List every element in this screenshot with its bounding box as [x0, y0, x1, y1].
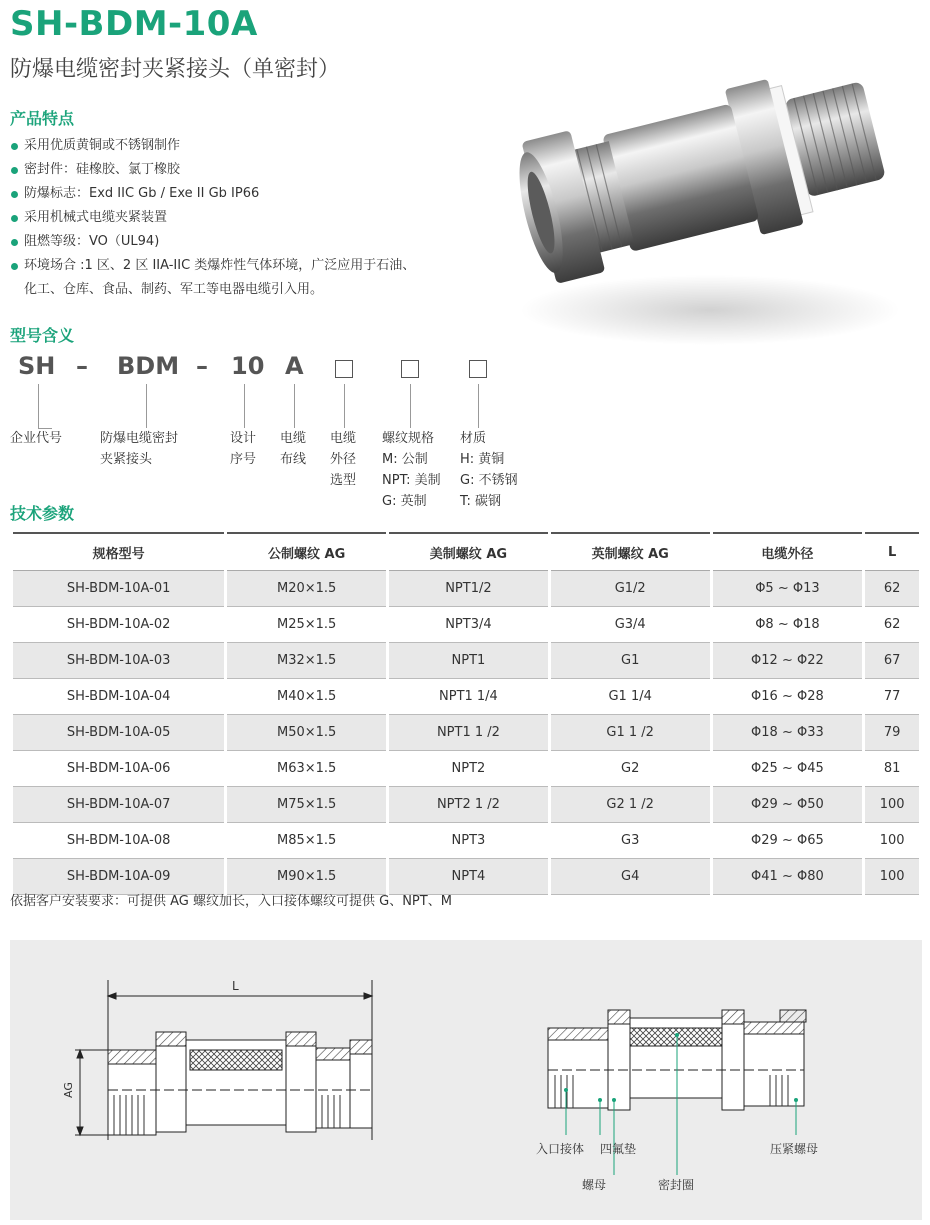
column-header: L: [865, 532, 919, 571]
table-cell: Φ18 ~ Φ33: [713, 715, 863, 751]
callout-ptfe-washer: 四氟垫: [600, 1142, 637, 1156]
table-row: [13, 715, 919, 751]
callout-compression-nut: 压紧螺母: [770, 1142, 819, 1156]
table-cell: M40×1.5: [227, 679, 386, 715]
table-cell: Φ29 ~ Φ50: [713, 787, 863, 823]
table-cell: Φ29 ~ Φ65: [713, 823, 863, 859]
label-company: 企业代号: [10, 431, 63, 446]
table-cell: SH-BDM-10A-06: [13, 751, 224, 787]
model-code-dash: –: [76, 352, 88, 380]
table-cell: Φ16 ~ Φ28: [713, 679, 863, 715]
spec-heading: 技术参数: [10, 504, 75, 523]
table-cell: M85×1.5: [227, 823, 386, 859]
table-row: [13, 643, 919, 679]
table-cell: NPT3/4: [389, 607, 548, 643]
feature-item: 防爆标志：Exd IIC Gb / Exe II Gb IP66: [10, 182, 470, 206]
spec-table-body: [13, 571, 919, 895]
table-cell: NPT1: [389, 643, 548, 679]
table-cell: Φ41 ~ Φ80: [713, 859, 863, 895]
table-cell: NPT2 1 /2: [389, 787, 548, 823]
table-cell: NPT4: [389, 859, 548, 895]
table-cell: NPT1 1 /2: [389, 715, 548, 751]
table-cell: G3/4: [551, 607, 710, 643]
table-cell: G2 1 /2: [551, 787, 710, 823]
spec-table: [10, 532, 922, 895]
model-code-cable-box: [335, 360, 353, 378]
leader-line: [294, 384, 295, 428]
table-cell: 81: [865, 751, 919, 787]
callout-nut: 螺母: [582, 1178, 607, 1192]
table-cell: M25×1.5: [227, 607, 386, 643]
product-photo: [510, 55, 920, 355]
feature-item: 密封件：硅橡胶、氯丁橡胶: [10, 158, 470, 182]
leader-line: [244, 384, 245, 428]
table-cell: SH-BDM-10A-03: [13, 643, 224, 679]
table-cell: Φ8 ~ Φ18: [713, 607, 863, 643]
spec-note: 依据客户安装要求：可提供 AG 螺纹加长，入口接体螺纹可提供 G、NPT、M: [10, 894, 452, 909]
model-code-thread-box: [401, 360, 419, 378]
table-cell: G3: [551, 823, 710, 859]
label-wiring: 电缆 布线: [280, 431, 307, 467]
table-cell: 77: [865, 679, 919, 715]
table-cell: 100: [865, 859, 919, 895]
table-cell: M63×1.5: [227, 751, 386, 787]
table-cell: SH-BDM-10A-01: [13, 571, 224, 607]
table-cell: NPT1 1/4: [389, 679, 548, 715]
features-heading: 产品特点: [10, 109, 75, 128]
table-cell: M20×1.5: [227, 571, 386, 607]
model-code-dash: –: [196, 352, 208, 380]
label-material: 材质 H: 黄铜 G: 不锈钢 T: 碳钢: [460, 431, 518, 509]
column-header: 英制螺纹 AG: [551, 532, 710, 571]
column-header: 美制螺纹 AG: [389, 532, 548, 571]
model-heading: 型号含义: [10, 326, 75, 345]
label-thread: 螺纹规格 M: 公制 NPT: 美制 G: 英制: [382, 431, 441, 509]
table-cell: G2: [551, 751, 710, 787]
table-cell: M50×1.5: [227, 715, 386, 751]
feature-item-continuation: 化工、仓库、食品、制药、军工等电器电缆引入用。: [24, 282, 324, 297]
table-cell: SH-BDM-10A-04: [13, 679, 224, 715]
table-cell: SH-BDM-10A-08: [13, 823, 224, 859]
leader-line: [344, 384, 345, 428]
table-row: [13, 607, 919, 643]
table-cell: Φ25 ~ Φ45: [713, 751, 863, 787]
table-cell: Φ5 ~ Φ13: [713, 571, 863, 607]
label-cable: 电缆 外径 选型: [330, 431, 357, 488]
table-cell: G1: [551, 643, 710, 679]
table-cell: NPT2: [389, 751, 548, 787]
table-cell: 79: [865, 715, 919, 751]
product-title: SH-BDM-10A: [10, 4, 258, 44]
table-header-row: [13, 532, 919, 571]
dim-length-label: L: [232, 979, 239, 993]
leader-line: [38, 384, 39, 428]
table-cell: G1 1 /2: [551, 715, 710, 751]
table-row: [13, 823, 919, 859]
table-cell: Φ12 ~ Φ22: [713, 643, 863, 679]
model-code-material-box: [469, 360, 487, 378]
column-header: 规格型号: [13, 532, 224, 571]
product-subtitle: 防爆电缆密封夹紧接头（单密封）: [10, 57, 341, 82]
table-cell: M75×1.5: [227, 787, 386, 823]
model-code-company: SH: [18, 352, 56, 380]
table-cell: NPT3: [389, 823, 548, 859]
model-code-wiring: A: [285, 352, 304, 380]
table-cell: SH-BDM-10A-05: [13, 715, 224, 751]
table-row: [13, 571, 919, 607]
table-row: [13, 679, 919, 715]
features-list: [10, 134, 470, 302]
callout-inlet: 入口接体: [536, 1142, 585, 1156]
table-cell: M90×1.5: [227, 859, 386, 895]
table-cell: G4: [551, 859, 710, 895]
table-cell: G1/2: [551, 571, 710, 607]
leader-line: [146, 384, 147, 428]
table-cell: SH-BDM-10A-07: [13, 787, 224, 823]
table-cell: 100: [865, 787, 919, 823]
table-cell: G1 1/4: [551, 679, 710, 715]
leader-line: [478, 384, 479, 428]
model-code-product: BDM: [117, 352, 180, 380]
column-header: 公制螺纹 AG: [227, 532, 386, 571]
label-product: 防爆电缆密封 夹紧接头: [100, 431, 179, 467]
table-cell: 67: [865, 643, 919, 679]
label-design: 设计 序号: [230, 431, 257, 467]
table-cell: SH-BDM-10A-02: [13, 607, 224, 643]
technical-drawing: [10, 940, 922, 1220]
table-cell: 62: [865, 571, 919, 607]
table-cell: SH-BDM-10A-09: [13, 859, 224, 895]
feature-item: 采用优质黄铜或不锈钢制作: [10, 134, 470, 158]
drawing-svg: [10, 940, 922, 1220]
column-header: 电缆外径: [713, 532, 863, 571]
dim-thread-label: AG: [62, 1082, 75, 1098]
table-cell: M32×1.5: [227, 643, 386, 679]
table-row: [13, 751, 919, 787]
feature-item: 环境场合 :1 区、2 区 IIA-IIC 类爆炸性气体环境，广泛应用于石油、: [10, 254, 470, 278]
feature-item: 采用机械式电缆夹紧装置: [10, 206, 470, 230]
model-code-design: 10: [231, 352, 265, 380]
table-cell: 62: [865, 607, 919, 643]
feature-item: 阻燃等级：VO（UL94): [10, 230, 470, 254]
table-cell: NPT1/2: [389, 571, 548, 607]
table-cell: 100: [865, 823, 919, 859]
callout-seal-ring: 密封圈: [658, 1178, 695, 1192]
table-row: [13, 787, 919, 823]
leader-line: [410, 384, 411, 428]
